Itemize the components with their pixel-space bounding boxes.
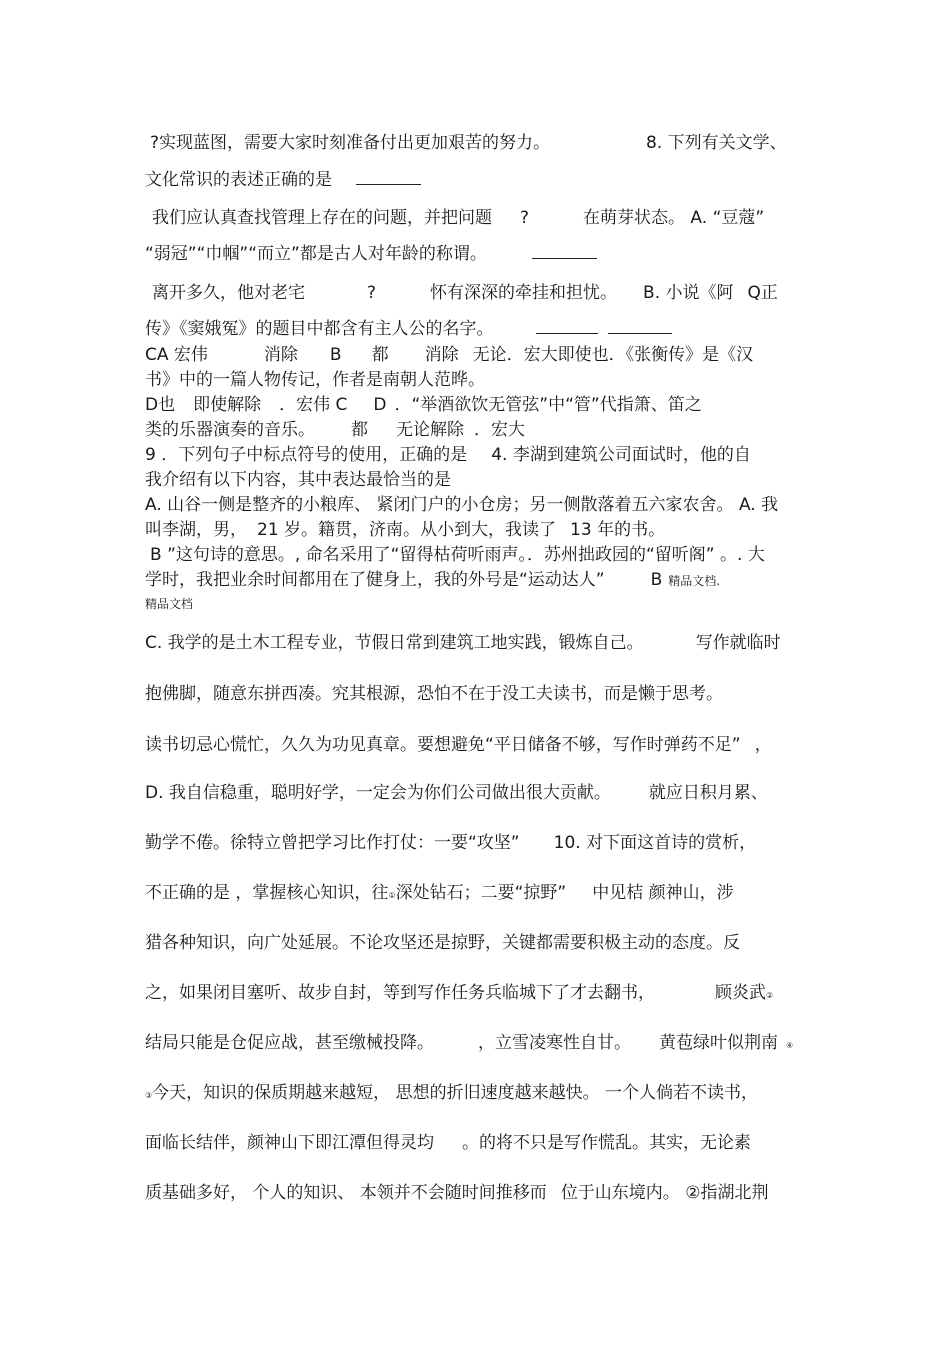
text-line: ?实现蓝图，需要大家时刻准备付出更加艰苦的努力。 8. 下列有关文学、 [150, 133, 787, 153]
text-line: 传》《窦娥冤》的题目中都含有主人公的名字。 [145, 319, 672, 339]
text-line: 我介绍有以下内容，其中表达最恰当的是 [145, 470, 451, 490]
text-line: 叫李湖，男， 21 岁。籍贯，济南。从小到大，我读了 13 年的书。 [145, 520, 666, 540]
text-line: 精品文档 [145, 597, 194, 611]
answer-blank [532, 246, 597, 259]
text-line: 质基础多好， 个人的知识、 本领并不会随时间推移而 位于山东境内。 ②指湖北荆 [145, 1183, 769, 1203]
text-line: 书》中的一篇人物传记，作者是南朝人范晔。 [145, 370, 485, 390]
text-line: 读书切忌心慌忙，久久为功见真章。要想避免“平日储备不够，写作时弹药不足” ， [145, 735, 772, 755]
text-line: “弱冠”“巾帼”“而立”都是古人对年龄的称谓。 [145, 244, 597, 264]
text-line: CA 宏伟 消除 B 都 消除 无论．宏大即使也．《张衡传》是《汉 [145, 345, 754, 365]
text-line: 学时，我把业余时间都用在了健身上，我的外号是“运动达人” B 精品文档. [145, 570, 721, 590]
text-line: 类的乐器演奏的音乐。 都 无论解除 ．宏大 [145, 420, 525, 440]
text-line: A. 山谷一侧是整齐的小粮库、 紧闭门户的小仓房；另一侧散落着五六家农舍。 A. 我 [145, 495, 779, 515]
text-line: 猎各种知识，向广处延展。不论攻坚还是掠野，关键都需要积极主动的态度。反 [145, 933, 740, 953]
answer-blank [536, 321, 598, 334]
text-line: 面临长结伴，颜神山下即江潭但得灵均 。的将不只是写作慌乱。其实，无论素 [145, 1133, 751, 1153]
text-line: B ”这句诗的意思。, 命名采用了“留得枯荷听雨声。．苏州拙政园的“留听阁” 。. 大 [150, 545, 765, 565]
answer-blank [608, 321, 672, 334]
text-line: 9 ．下列句子中标点符号的使用，正确的是 4. 李湖到建筑公司面试时，他的自 [145, 445, 751, 465]
text-line: D. 我自信稳重，聪明好学，一定会为你们公司做出很大贡献。 就应日积月累、 [145, 783, 768, 803]
text-line: 不正确的是 ，掌握核心知识，往①深处钻石；二要“掠野” 中见桔 颜神山，涉 [145, 883, 734, 903]
text-line: 之，如果闭目塞听、故步自封，等到写作任务兵临城下了才去翻书， 顾炎武② [145, 983, 774, 1003]
text-line: 文化常识的表述正确的是 [145, 170, 421, 190]
text-line: ③今天，知识的保质期越来越短， 思想的折旧速度越来越快。 一个人倘若不读书， [145, 1083, 758, 1103]
text-line: D也 即使解除 ．宏伟 C D ．“举酒欲饮无管弦”中“管”代指箫、笛之 [145, 395, 702, 415]
text-line: 勤学不倦。徐特立曾把学习比作打仗：一要“攻坚” 10. 对下面这首诗的赏析， [145, 833, 757, 853]
text-line: 我们应认真查找管理上存在的问题，并把问题 ? 在萌芽状态。 A. “豆蔻” [152, 208, 765, 228]
text-line: C. 我学的是土木工程专业，节假日常到建筑工地实践，锻炼自己。 写作就临时 [145, 633, 781, 653]
text-line: 离开多久，他对老宅 ? 怀有深深的牵挂和担忧。 B. 小说《阿 Q正 [152, 283, 778, 303]
text-line: 抱佛脚，随意东拼西凑。究其根源，恐怕不在于没工夫读书，而是懒于思考。 [145, 684, 723, 704]
text-line: 结局只能是仓促应战，甚至缴械投降。 ，立雪凌寒性自甘。 黄苞绿叶似荆南 ④ [145, 1033, 794, 1053]
answer-blank [356, 172, 421, 185]
